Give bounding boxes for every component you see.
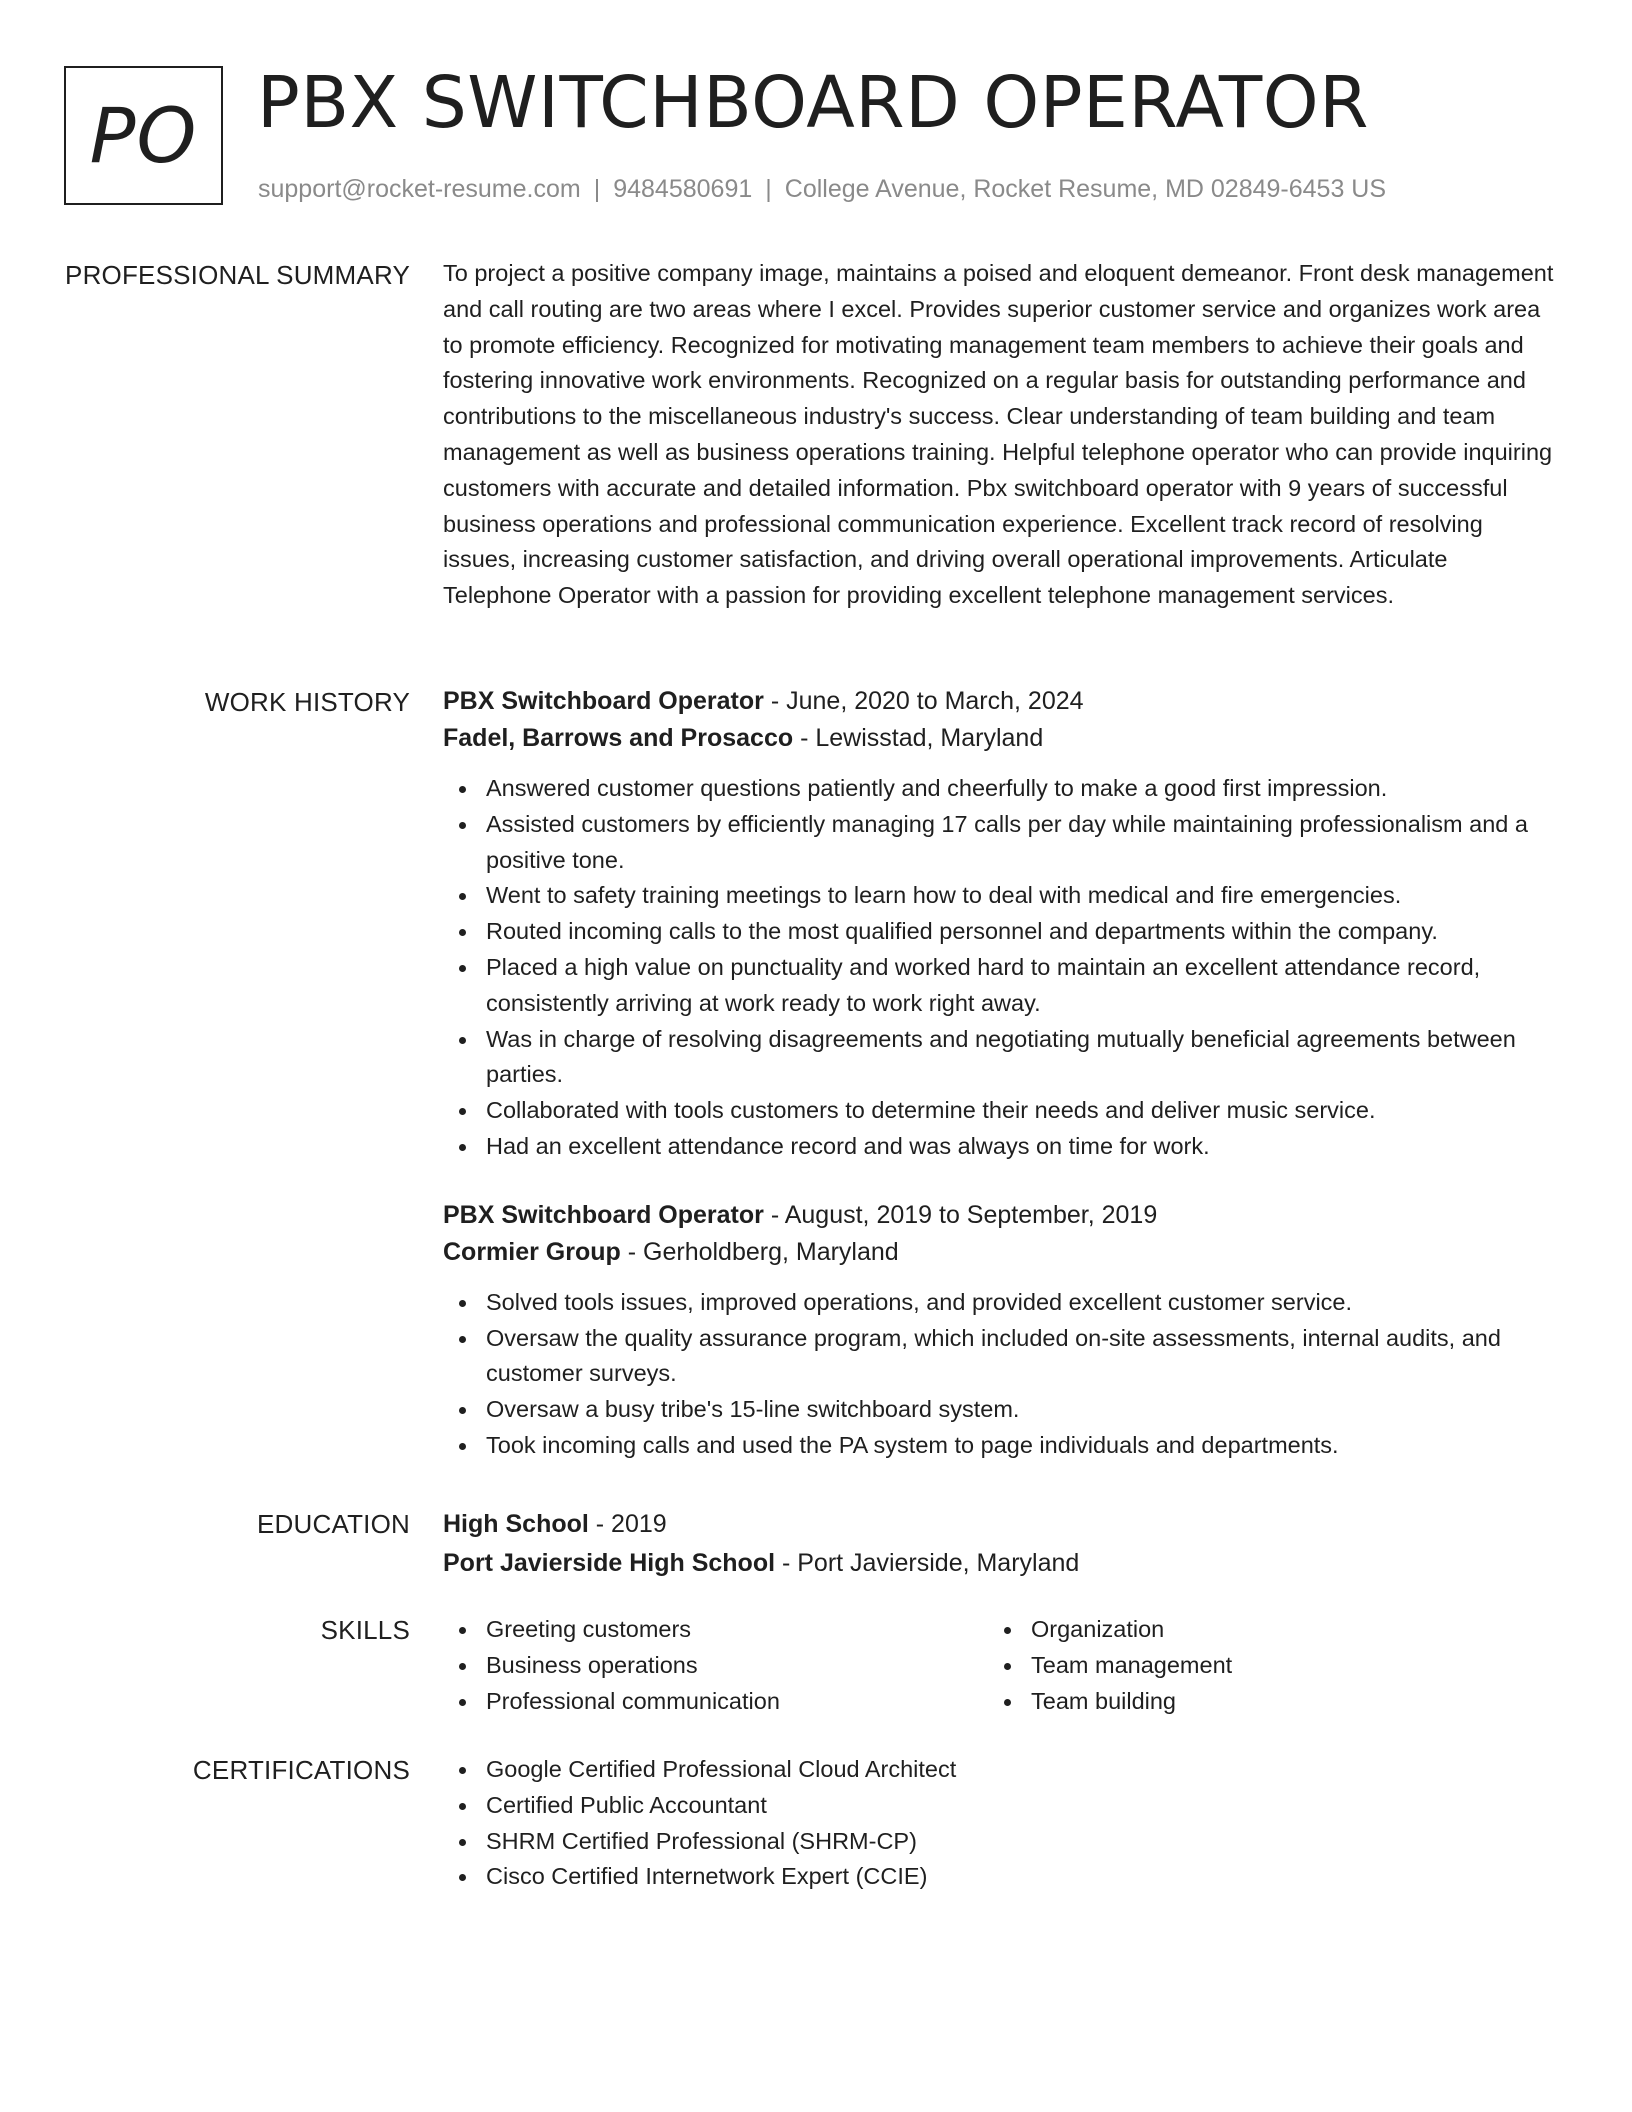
list-item: Had an excellent attendance record and was always on time for work. [443, 1129, 1558, 1165]
list-item: Assisted customers by efficiently managing 17 calls per day while maintaining professionalism and a positive tone. [443, 807, 1558, 879]
monogram-box [64, 66, 223, 205]
list-item: Cisco Certified Internetwork Expert (CCIE) [443, 1859, 1558, 1895]
list-item: Business operations [443, 1648, 988, 1684]
job-bullets [443, 1285, 1558, 1464]
education-content [443, 1505, 1558, 1583]
contact-separator: | [593, 175, 601, 203]
list-item: Routed incoming calls to the most qualified personnel and departments within the company. [443, 914, 1558, 950]
summary-text: To project a positive company image, maintains a poised and eloquent demeanor. Front desk management and call routing are two areas where I excel. Provides superior customer service and organizes work area to promote efficiency. Recognized for motivating management team members to achieve their goals and fostering innovative work environments. Recognized on a regular basis for outstanding performance and contributions to the miscellaneous industry's success. Clear understanding of team building and team management as well as business operations training. Helpful telephone operator who can provide inquiring customers with accurate and detailed information. Pbx switchboard operator with 9 years of successful business operations and professional communication experience. Excellent track record of resolving issues, increasing customer satisfaction, and driving overall operational improvements. Articulate Telephone Operator with a passion for providing excellent telephone management services. [443, 260, 1554, 609]
job-location: - Gerholdberg, Maryland [620, 1237, 899, 1266]
list-item: Went to safety training meetings to learn how to deal with medical and fire emergencies. [443, 878, 1558, 914]
job-dates: - August, 2019 to September, 2019 [763, 1200, 1158, 1229]
list-item: Answered customer questions patiently and cheerfully to make a good first impression. [443, 771, 1558, 807]
list-item: Greeting customers [443, 1612, 988, 1648]
education-location: - Port Javierside, Maryland [775, 1549, 1080, 1577]
section-label-work-history: WORK HISTORY [204, 687, 410, 717]
job-title-line [443, 683, 1558, 720]
job-title: PBX Switchboard Operator [443, 687, 764, 715]
skills-content [443, 1612, 1558, 1719]
education-degree: High School [443, 1510, 589, 1538]
contact-phone[interactable]: 9484580691 [613, 175, 753, 203]
contact-line [258, 172, 1386, 206]
job-company-line [443, 1234, 1558, 1271]
page-title: PBX SWITCHBOARD OPERATOR [257, 61, 1370, 144]
work-history-content [443, 683, 1558, 1464]
job-bullets [443, 771, 1558, 1165]
job-entry [443, 1197, 1558, 1464]
education-year: - 2019 [588, 1510, 667, 1538]
list-item: Solved tools issues, improved operations, and provided excellent customer service. [443, 1285, 1558, 1321]
list-item: SHRM Certified Professional (SHRM-CP) [443, 1824, 1558, 1860]
list-item: Google Certified Professional Cloud Architect [443, 1752, 1558, 1788]
list-item: Oversaw the quality assurance program, which included on-site assessments, internal audits, and customer surveys. [443, 1321, 1558, 1393]
section-label-summary: PROFESSIONAL SUMMARY [65, 260, 410, 290]
job-entry [443, 683, 1558, 1165]
list-item: Professional communication [443, 1684, 988, 1720]
list-item: Placed a high value on punctuality and worked hard to maintain an excellent attendance record, consistently arriving at work ready to work right away. [443, 950, 1558, 1022]
contact-address: College Avenue, Rocket Resume, MD 02849-6453 US [784, 175, 1387, 203]
contact-email[interactable]: support@rocket-resume.com [258, 175, 581, 203]
job-title-line [443, 1197, 1558, 1234]
list-item: Collaborated with tools customers to determine their needs and deliver music service. [443, 1093, 1558, 1129]
contact-separator: | [765, 175, 772, 203]
certifications-list [443, 1752, 1558, 1895]
list-item: Took incoming calls and used the PA system to page individuals and departments. [443, 1428, 1558, 1464]
section-label-education: EDUCATION [257, 1509, 410, 1539]
list-item: Was in charge of resolving disagreements and negotiating mutually beneficial agreements between parties. [443, 1022, 1558, 1094]
job-location: - Lewisstad, Maryland [793, 724, 1044, 752]
section-label-certifications: CERTIFICATIONS [192, 1755, 410, 1785]
list-item: Organization [988, 1612, 1533, 1648]
list-item: Certified Public Accountant [443, 1788, 1558, 1824]
skills-list-right [988, 1612, 1533, 1719]
list-item: Team building [988, 1684, 1533, 1720]
job-title: PBX Switchboard Operator [443, 1200, 764, 1229]
job-company: Fadel, Barrows and Prosacco [443, 724, 794, 752]
job-company-line [443, 720, 1558, 757]
job-dates: - June, 2020 to March, 2024 [763, 687, 1084, 715]
list-item: Team management [988, 1648, 1533, 1684]
education-degree-line [443, 1505, 1558, 1544]
skills-list-left [443, 1612, 988, 1719]
monogram-initials: PO [89, 91, 198, 180]
job-company: Cormier Group [443, 1237, 621, 1266]
summary-content [443, 256, 1558, 614]
education-school-line [443, 1544, 1558, 1583]
education-school: Port Javierside High School [443, 1549, 776, 1577]
certifications-content [443, 1752, 1558, 1895]
section-label-skills: SKILLS [320, 1615, 410, 1645]
list-item: Oversaw a busy tribe's 15-line switchboard system. [443, 1392, 1558, 1428]
